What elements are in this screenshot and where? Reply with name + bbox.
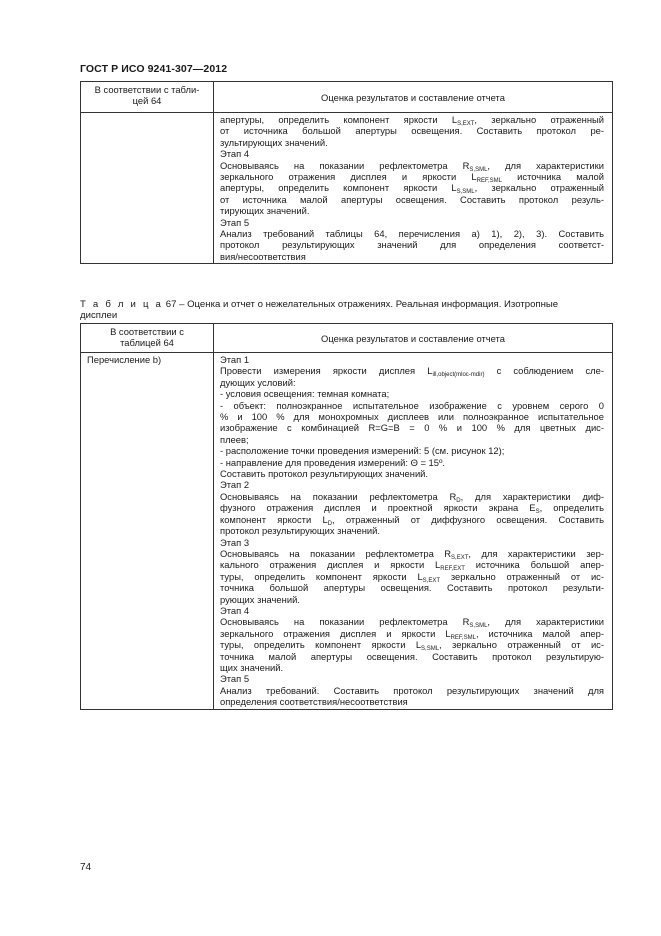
line-tail: , для характеристики	[487, 616, 605, 628]
line-tail: , для характеристики	[487, 159, 605, 171]
stage-heading: Этап 5	[220, 673, 250, 685]
text-line	[220, 491, 604, 502]
line-tail: , зеркально отраженный	[474, 182, 604, 194]
line-text: Основываясь на показании рефлектометра R	[220, 490, 457, 502]
text-line: Составить протокол результирующих значений.	[220, 468, 429, 480]
text-line: Анализ требований. Составить протокол результирующих значений для	[220, 684, 604, 696]
col2-header-text: Оценка результатов и составление отчета	[321, 332, 505, 344]
subscript: S,EXT	[451, 554, 469, 561]
stage-heading: Этап 2	[220, 479, 250, 491]
stage-heading: Этап 5	[220, 216, 250, 228]
text-line	[220, 171, 604, 185]
col2-header-text: Оценка результатов и составление отчета	[321, 91, 505, 103]
line-text: фузного отражения дисплея и проектной яркости экрана E	[220, 502, 536, 514]
line-text: апертуры, определить компонент яркости L	[220, 182, 457, 194]
text-line: точника большой апертуры освещения. Составить протокол результи-	[220, 582, 604, 594]
text-line	[220, 182, 604, 196]
line-text: зеркального отражения дисплея и яркости L	[220, 171, 477, 183]
subscript: S	[535, 509, 540, 516]
empty-cell	[81, 113, 214, 264]
subscript: D	[327, 520, 333, 527]
subscript: REF,SML	[476, 178, 502, 185]
line-tail: источника большой апер-	[464, 559, 604, 571]
stage-heading: Этап 4	[220, 148, 250, 160]
caption-text-cont: дисплеи	[80, 310, 118, 322]
continued-table	[80, 81, 613, 264]
subscript: S,SML	[469, 623, 488, 630]
text-line: щих значений.	[220, 661, 284, 673]
text-line: плеев;	[220, 433, 249, 445]
text-line	[220, 571, 604, 582]
col1-header	[81, 324, 214, 353]
line-text: Основываясь на показании рефлектометра R	[220, 616, 470, 628]
text-line	[220, 628, 604, 639]
subscript: D	[456, 497, 461, 504]
line-text: туры, определить компонент яркости L	[220, 570, 423, 582]
subscript: S,EXT	[457, 121, 475, 127]
caption-label: Т а б л и ц а	[80, 299, 164, 310]
text-line: от источника малой апертуры освещения. Составить протокол резуль-	[220, 193, 604, 205]
line-tail: , отраженный от диффузного освещения. Составить	[332, 513, 604, 525]
stage-heading: Этап 3	[220, 536, 250, 548]
text-line: - условия освещения: темная комната;	[220, 388, 390, 400]
text-line	[220, 616, 605, 630]
subscript: S,SML	[421, 646, 440, 653]
stage-heading: Этап 4	[220, 604, 250, 616]
text-line	[220, 639, 604, 653]
line-tail: зеркально отраженный от ис-	[440, 570, 604, 582]
subscript: S,SML	[469, 166, 488, 173]
row-label-cell	[81, 353, 214, 710]
line-tail: источника малой	[501, 171, 604, 183]
col1-header-text: В соответствии с табли- цей 64	[94, 84, 200, 106]
text-line: точника малой апертуры освещения. Составить протокол результирую-	[220, 650, 604, 662]
text-line	[220, 502, 604, 516]
line-tail: , источника малой апер-	[475, 627, 604, 639]
caption-text: 67 – Оценка и отчет о нежелательных отражениях. Реальная информация. Изотропные	[163, 299, 559, 310]
text-line: дующих условий:	[220, 376, 296, 388]
text-line	[220, 160, 604, 171]
text-line: - направление для проведения измерений: Θ = 15º.	[220, 456, 446, 468]
text-line: тирующих значений.	[220, 205, 310, 217]
text-line: рующих значений.	[220, 593, 300, 605]
line-text: Основываясь на показании рефлектометра R	[220, 547, 452, 559]
line-text: Провести измерения яркости дисплея L	[220, 365, 433, 377]
line-tail: , для характеристики диф-	[460, 490, 604, 502]
text-line: от источника большой апертуры освещения. Составить протокол ре-	[220, 125, 604, 137]
line-text: компонент яркости L	[220, 513, 328, 525]
line-tail: с соблюдением сле-	[484, 365, 604, 377]
line-text: туры, определить компонент яркости L	[220, 639, 422, 651]
page-number: 74	[80, 862, 92, 873]
col1-header-text: В соответствии с таблицей 64	[110, 326, 184, 348]
subscript: S,EXT	[422, 577, 441, 584]
text-line: изображение с комбинацией R=G=B = 0 % и 100 % для цветных дис-	[220, 422, 604, 434]
col2-header	[214, 82, 613, 113]
col1-header	[81, 82, 214, 113]
line-tail: , зеркально отраженный от ис-	[439, 639, 604, 651]
line-text: Основываясь на показании рефлектометра R	[220, 159, 470, 171]
table-caption	[80, 299, 616, 321]
top-content-cell	[214, 113, 613, 264]
table-67	[80, 323, 613, 710]
line-text: апертуры, определить компонент яркости L	[220, 114, 458, 125]
line-text: зеркального отражения дисплея и яркости L	[220, 627, 451, 639]
text-line: % и 100 % для монохромных дисплеев или полноэкранное испытательное	[220, 411, 604, 423]
line-tail: , определить	[539, 502, 604, 514]
line-tail: , для характеристики зер-	[468, 547, 604, 559]
text-line: - объект: полноэкранное испытательное изображение с уровнем серого 0	[220, 399, 604, 411]
subscript: ill,object(mloc-mdir)	[432, 372, 485, 379]
text-line	[220, 114, 604, 125]
stage-heading: Этап 1	[220, 354, 250, 365]
line-text: кального отражения дисплея и яркости L	[220, 559, 441, 571]
text-line	[220, 365, 604, 379]
subscript: S,SML	[456, 189, 475, 196]
subscript: REF,EXT	[440, 566, 465, 573]
text-line: определения соответствия/несоответствия	[220, 696, 408, 708]
line-tail: , зеркально отраженный	[474, 114, 605, 125]
text-line	[220, 514, 604, 525]
text-line: вия/несоответствия	[220, 250, 306, 262]
text-line	[220, 559, 604, 573]
subscript: REF,SML	[450, 634, 476, 641]
document-header: ГОСТ Р ИСО 9241-307—2012	[80, 63, 228, 75]
text-line	[220, 548, 604, 559]
text-line: зультирующих значений.	[220, 136, 328, 148]
row-label: Перечисление b)	[87, 354, 162, 365]
text-line: Анализ требований таблицы 64, перечисления а) 1), 2), 3). Составить	[220, 228, 604, 240]
main-content-cell	[214, 353, 613, 710]
text-line: протокол результирующих значений.	[220, 525, 380, 537]
text-line: протокол результирующих значений для определения соответст-	[220, 239, 604, 251]
col2-header	[214, 324, 613, 353]
text-line: - расположение точки проведения измерений: 5 (см. рисунок 12);	[220, 445, 505, 457]
